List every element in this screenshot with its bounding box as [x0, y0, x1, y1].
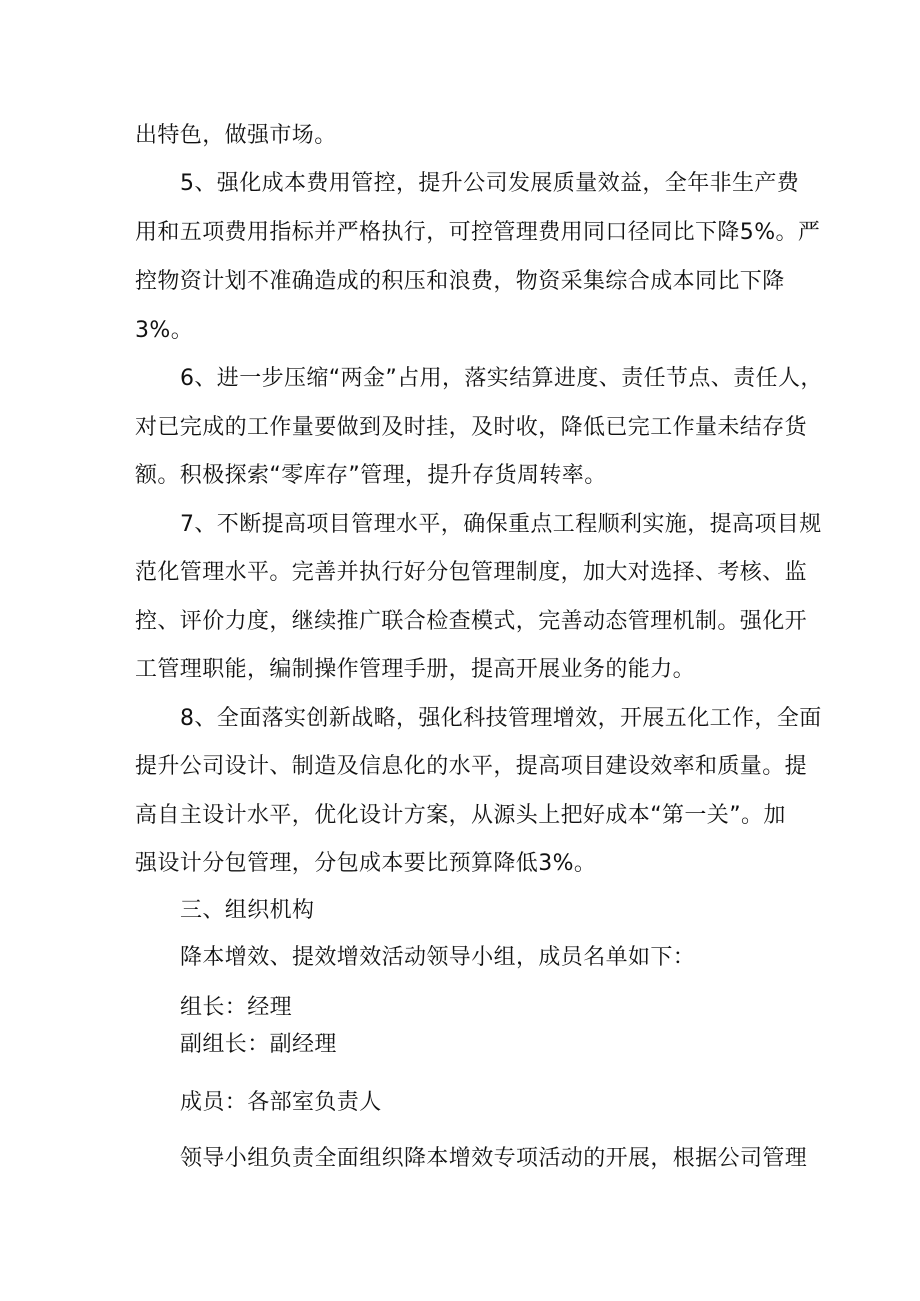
text-line: 控、评价力度，继续推广联合检查模式，完善动态管理机制。强化开 [135, 609, 808, 634]
text-line: 范化管理水平。完善并执行好分包管理制度，加大对选择、考核、监 [135, 560, 808, 585]
text-line: 出特色，做强市场。 [135, 123, 337, 148]
text-line: 6、进一步压缩“两金”占用，落实结算进度、责任节点、责任人， [180, 366, 823, 391]
text-line: 8、全面落实创新战略，强化科技管理增效，开展五化工作，全面 [180, 706, 822, 731]
text-line: 对已完成的工作量要做到及时挂，及时收，降低已完工作量未结存货 [135, 415, 808, 440]
text-line: 强设计分包管理，分包成本要比预算降低3%。 [135, 851, 597, 876]
text-line: 提升公司设计、制造及信息化的水平，提高项目建设效率和质量。提 [135, 754, 808, 779]
text-line: 降本增效、提效增效活动领导小组，成员名单如下： [180, 945, 696, 970]
text-line: 用和五项费用指标并严格执行，可控管理费用同口径同比下降5%。严 [135, 220, 821, 245]
text-line: 高自主设计水平，优化设计方案，从源头上把好成本“第一关”。加 [135, 803, 786, 828]
text-line: 额。积极探索“零库存”管理，提升存货周转率。 [135, 463, 607, 488]
section-heading: 三、组织机构 [180, 898, 315, 923]
text-line: 成员：各部室负责人 [180, 1090, 382, 1115]
text-line: 7、不断提高项目管理水平，确保重点工程顺利实施，提高项目规 [180, 512, 822, 537]
text-line: 工管理职能，编制操作管理手册，提高开展业务的能力。 [135, 657, 696, 682]
text-line: 控物资计划不准确造成的积压和浪费，物资采集综合成本同比下降 [135, 269, 785, 294]
text-line: 5、强化成本费用管控，提升公司发展质量效益，全年非生产费 [180, 171, 800, 196]
text-line: 3%。 [135, 318, 194, 343]
text-line: 领导小组负责全面组织降本增效专项活动的开展，根据公司管理 [180, 1146, 808, 1171]
text-line: 组长：经理 [180, 995, 293, 1020]
text-line: 副组长：副经理 [180, 1032, 337, 1057]
